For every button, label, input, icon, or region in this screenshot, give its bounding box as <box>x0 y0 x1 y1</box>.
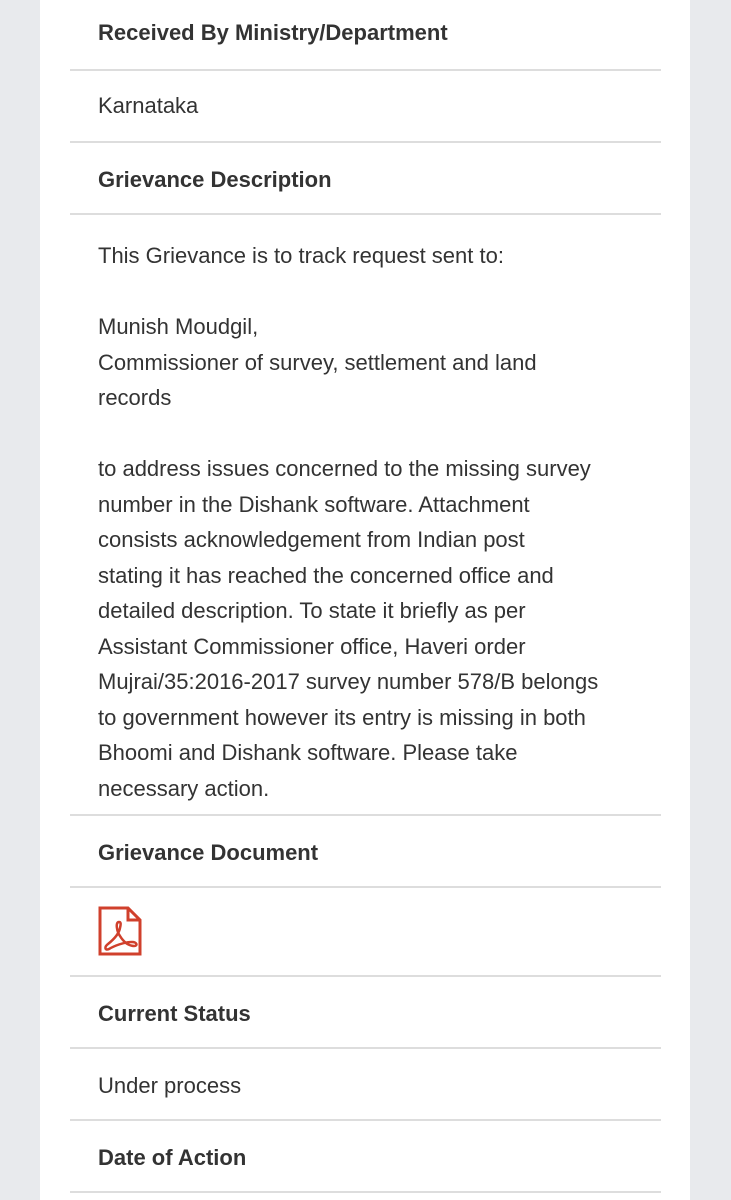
description-intro: This Grievance is to track request sent to: <box>98 243 504 268</box>
grievance-details-table <box>70 0 661 1193</box>
received-by-label: Received By Ministry/Department <box>98 20 448 45</box>
status-label: Current Status <box>98 1001 251 1026</box>
status-value-row <box>70 1049 661 1121</box>
pdf-icon-graphic <box>98 906 142 956</box>
description-label-row <box>70 143 661 215</box>
description-line: Assistant Commissioner office, Haveri order <box>98 633 526 659</box>
pdf-icon[interactable] <box>98 906 142 956</box>
description-line: to address issues concerned to the missing survey <box>98 456 591 481</box>
description-line: detailed description. To state it briefly as per <box>98 598 526 623</box>
description-line: consists acknowledgement from Indian post <box>98 527 525 552</box>
description-line: to government however its entry is missing in both <box>98 704 586 730</box>
addressee-name: Munish Moudgil, <box>98 314 259 339</box>
description-label: Grievance Description <box>98 167 332 192</box>
addressee-title-line-2: records <box>98 385 172 410</box>
description-value-row <box>70 215 661 816</box>
date-of-action-label: Date of Action <box>98 1145 247 1170</box>
description-line: necessary action. <box>98 775 270 801</box>
document-label-row <box>70 816 661 888</box>
date-of-action-label-row <box>70 1121 661 1193</box>
document-value-row <box>70 888 661 977</box>
status-value: Under process <box>98 1073 242 1098</box>
received-by-label-row <box>70 0 661 71</box>
received-by-value-row <box>70 71 661 143</box>
description-line: stating it has reached the concerned office and <box>98 562 554 588</box>
description-line: Bhoomi and Dishank software. Please take <box>98 740 518 765</box>
addressee-title-line-1: Commissioner of survey, settlement and land <box>98 349 537 375</box>
description-line: Mujrai/35:2016-2017 survey number 578/B belongs <box>98 669 599 694</box>
document-label: Grievance Document <box>98 840 319 865</box>
description-line: number in the Dishank software. Attachment <box>98 491 530 517</box>
received-by-value: Karnataka <box>98 93 199 118</box>
grievance-details-card <box>40 0 690 1200</box>
status-label-row <box>70 977 661 1049</box>
